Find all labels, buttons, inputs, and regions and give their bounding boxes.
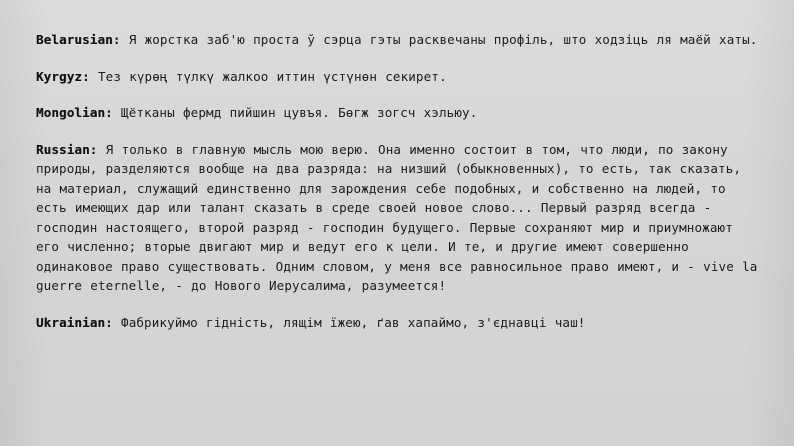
language-label: Mongolian [36, 105, 106, 121]
sample-text: Щётканы фермд пийшин цувъя. Бөгж зогсч хэльюу. [121, 105, 478, 121]
language-label: Kyrgyz [36, 68, 83, 84]
language-label: Belarusian [36, 32, 113, 47]
language-sample [36, 67, 758, 87]
language-separator: : [105, 314, 113, 330]
language-sample-list [36, 30, 758, 332]
language-label: Russian [36, 141, 90, 157]
language-separator: : [82, 68, 90, 84]
language-label: Ukrainian [36, 314, 106, 330]
language-separator: : [89, 141, 98, 157]
language-sample [36, 313, 758, 333]
sample-text: Тез күрөң түлкү жалкоо иттин үстүнөн секирет. [97, 68, 447, 84]
sample-text: Я только в главную мысль мою верю. Она именно состоит в том, что люди, по закону природы, разделяются вообще на два разряда: на низший (обыкновенных), то есть, так сказать, на материал, служащий единственно для зарождения себе подобных, и собственно на людей, то есть имеющих дар или талант сказать в среде своей новое слово... Первый разряд всегда - господин настоящего, второй разряд - господин будущего. Первые сохраняют мир и приумножают его численно; вторые двигают мир и ведут его к цели. И те, и другие имеют совершенно одинаковое право существовать. Одним словом, у меня все равносильное право имеют, и - vive la guerre eternelle, - до Нового Иерусалима, разумеется! [36, 141, 758, 294]
sample-text: Я жорстка заб'ю проста ў сэрца гэты расквечаны профіль, што ходзіць ля маёй хаты. [128, 32, 758, 47]
language-sample [36, 140, 758, 296]
language-sample [36, 30, 758, 50]
language-separator: : [105, 105, 113, 121]
sample-text: Фабрикуймо гідність, лящім їжею, ґав хапаймо, з'єднавці чаш! [121, 314, 586, 330]
language-separator: : [112, 32, 121, 47]
language-sample [36, 103, 758, 123]
